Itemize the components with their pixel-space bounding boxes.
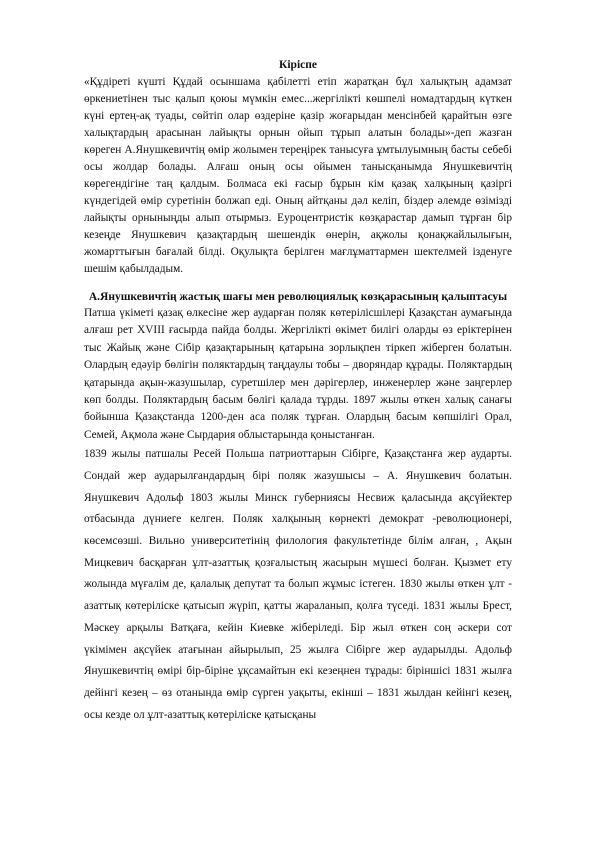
section-heading: А.Янушкевичтің жастық шағы мен революциялық көзқарасының қалыптасуы xyxy=(88,291,508,303)
intro-paragraph: «Құдіреті күшті Құдай осыншама қабілетті етіп жаратқан бұл халықтың адамзат өркениетінен тыс қалып қоюы мүмкін емес...жергілікті көшпелі номадтардың күткен күні ертең-ақ туады, сөйтіп олар өздеріне қазір жоғарыдан менсінбей қарайтын өзге халықтардың арасынан лайықты орнын ойып тұрып алатын болады»-деп жазған көреген А.Янушкевичтің өмір жолымен тереңірек танысуға ұмтылуымның басты себебі осы жолдар болады. Алғаш оның осы ойымен танысқанымда Янушкевичтің көрегендігіне таң қалдым. Болмаса екі ғасыр бұрын кім қазақ халқының қазіргі күндегідей өмір суретінін болжап еді. Оның айтқаны дәл келіп, біздер әлемде өзімізді лайықты орныныңды алып отырмыз. Еуроцентристік көзқарастар дамып тұрған бір кезеңде Янушкевич қазақтардың шешендік өнерін, ақжолы қонақжайлылығын, жомарттығын бағалай білді. Оқулықта берілген мағлұматтармен шектелмей ізденуге шешім қабылдадым. xyxy=(84,76,512,275)
document-title: Кіріспе xyxy=(279,59,317,71)
body-paragraph-1: Патша үкіметі қазақ өлкесіне жер аударған поляк көтерілісшілері Қазақстан аумағында алғаш рет XVIII ғасырда пайда болды. Жергілікті өкімет билігі оларды өз еріктерінен тыс Жайық және Сібір қазақтарының қатарына зорлықпен тіркеп жіберген болатын. Олардың едәуір бөлігін поляктардың таңдаулы тобы – дворяндар құрады. Поляктардың қатарында ақын-жазушылар, суретшілер мен дәрігерлер, инженерлер және заңгерлер көп болды. Поляктардың басым бөлігі қалада тұрды. 1897 жылы өткен халық санағы бойынша Қазақстанда 1200-ден аса поляк тұрған. Олардың басым көпшілігі Орал, Семей, Ақмола және Сырдария облыстарында қоныстанған. xyxy=(84,307,512,441)
body-paragraph-2: 1839 жылы патшалы Ресей Польша патриоттарын Сібірге, Қазақстанға жер аударты. Сондай жер аударылғандардың бірі поляк жазушысы – А. Янушкевич болатын. Янушкевич Адольф 1803 жылы Минск губерниясы Несвиж қаласында ақсүйектер отбасында дүниеге келген. Поляк халқының көрнекті демократ -революционері, көсемсөзші. Вильно университетінің филология факультетінде білім алған, , Ақын Мицкевич басқарған ұлт-азаттық қозғалыстың жасырын мүшесі болған. Қызмет ету жолында мүғалім де, қалалық депутат та болып жұмыс істеген. 1830 жылы өткен ұлт - азаттық көтеріліске қатысып жүріп, қатты жараланып, қолға түседі. 1831 жылы Брест, Мәскеу арқылы Ватқаға, кейін Киевке жіберіледі. Бір жыл өткен соң әскери сот үкімімен ақсүйек атағынан айырылып, 25 жылға Сібірге жер аударылды. Адольф Янушкевичтің өмірі бір-біріне ұқсамайтын екі кезеңнен тұрады: біріншісі 1831 жылға дейінгі кезең – өз отанында өмір сүрген уақыты, екінші – 1831 жылдан кейінгі кезең, осы кезде ол ұлт-азаттық көтеріліске қатысқаны xyxy=(84,448,512,721)
document-page xyxy=(84,58,512,726)
